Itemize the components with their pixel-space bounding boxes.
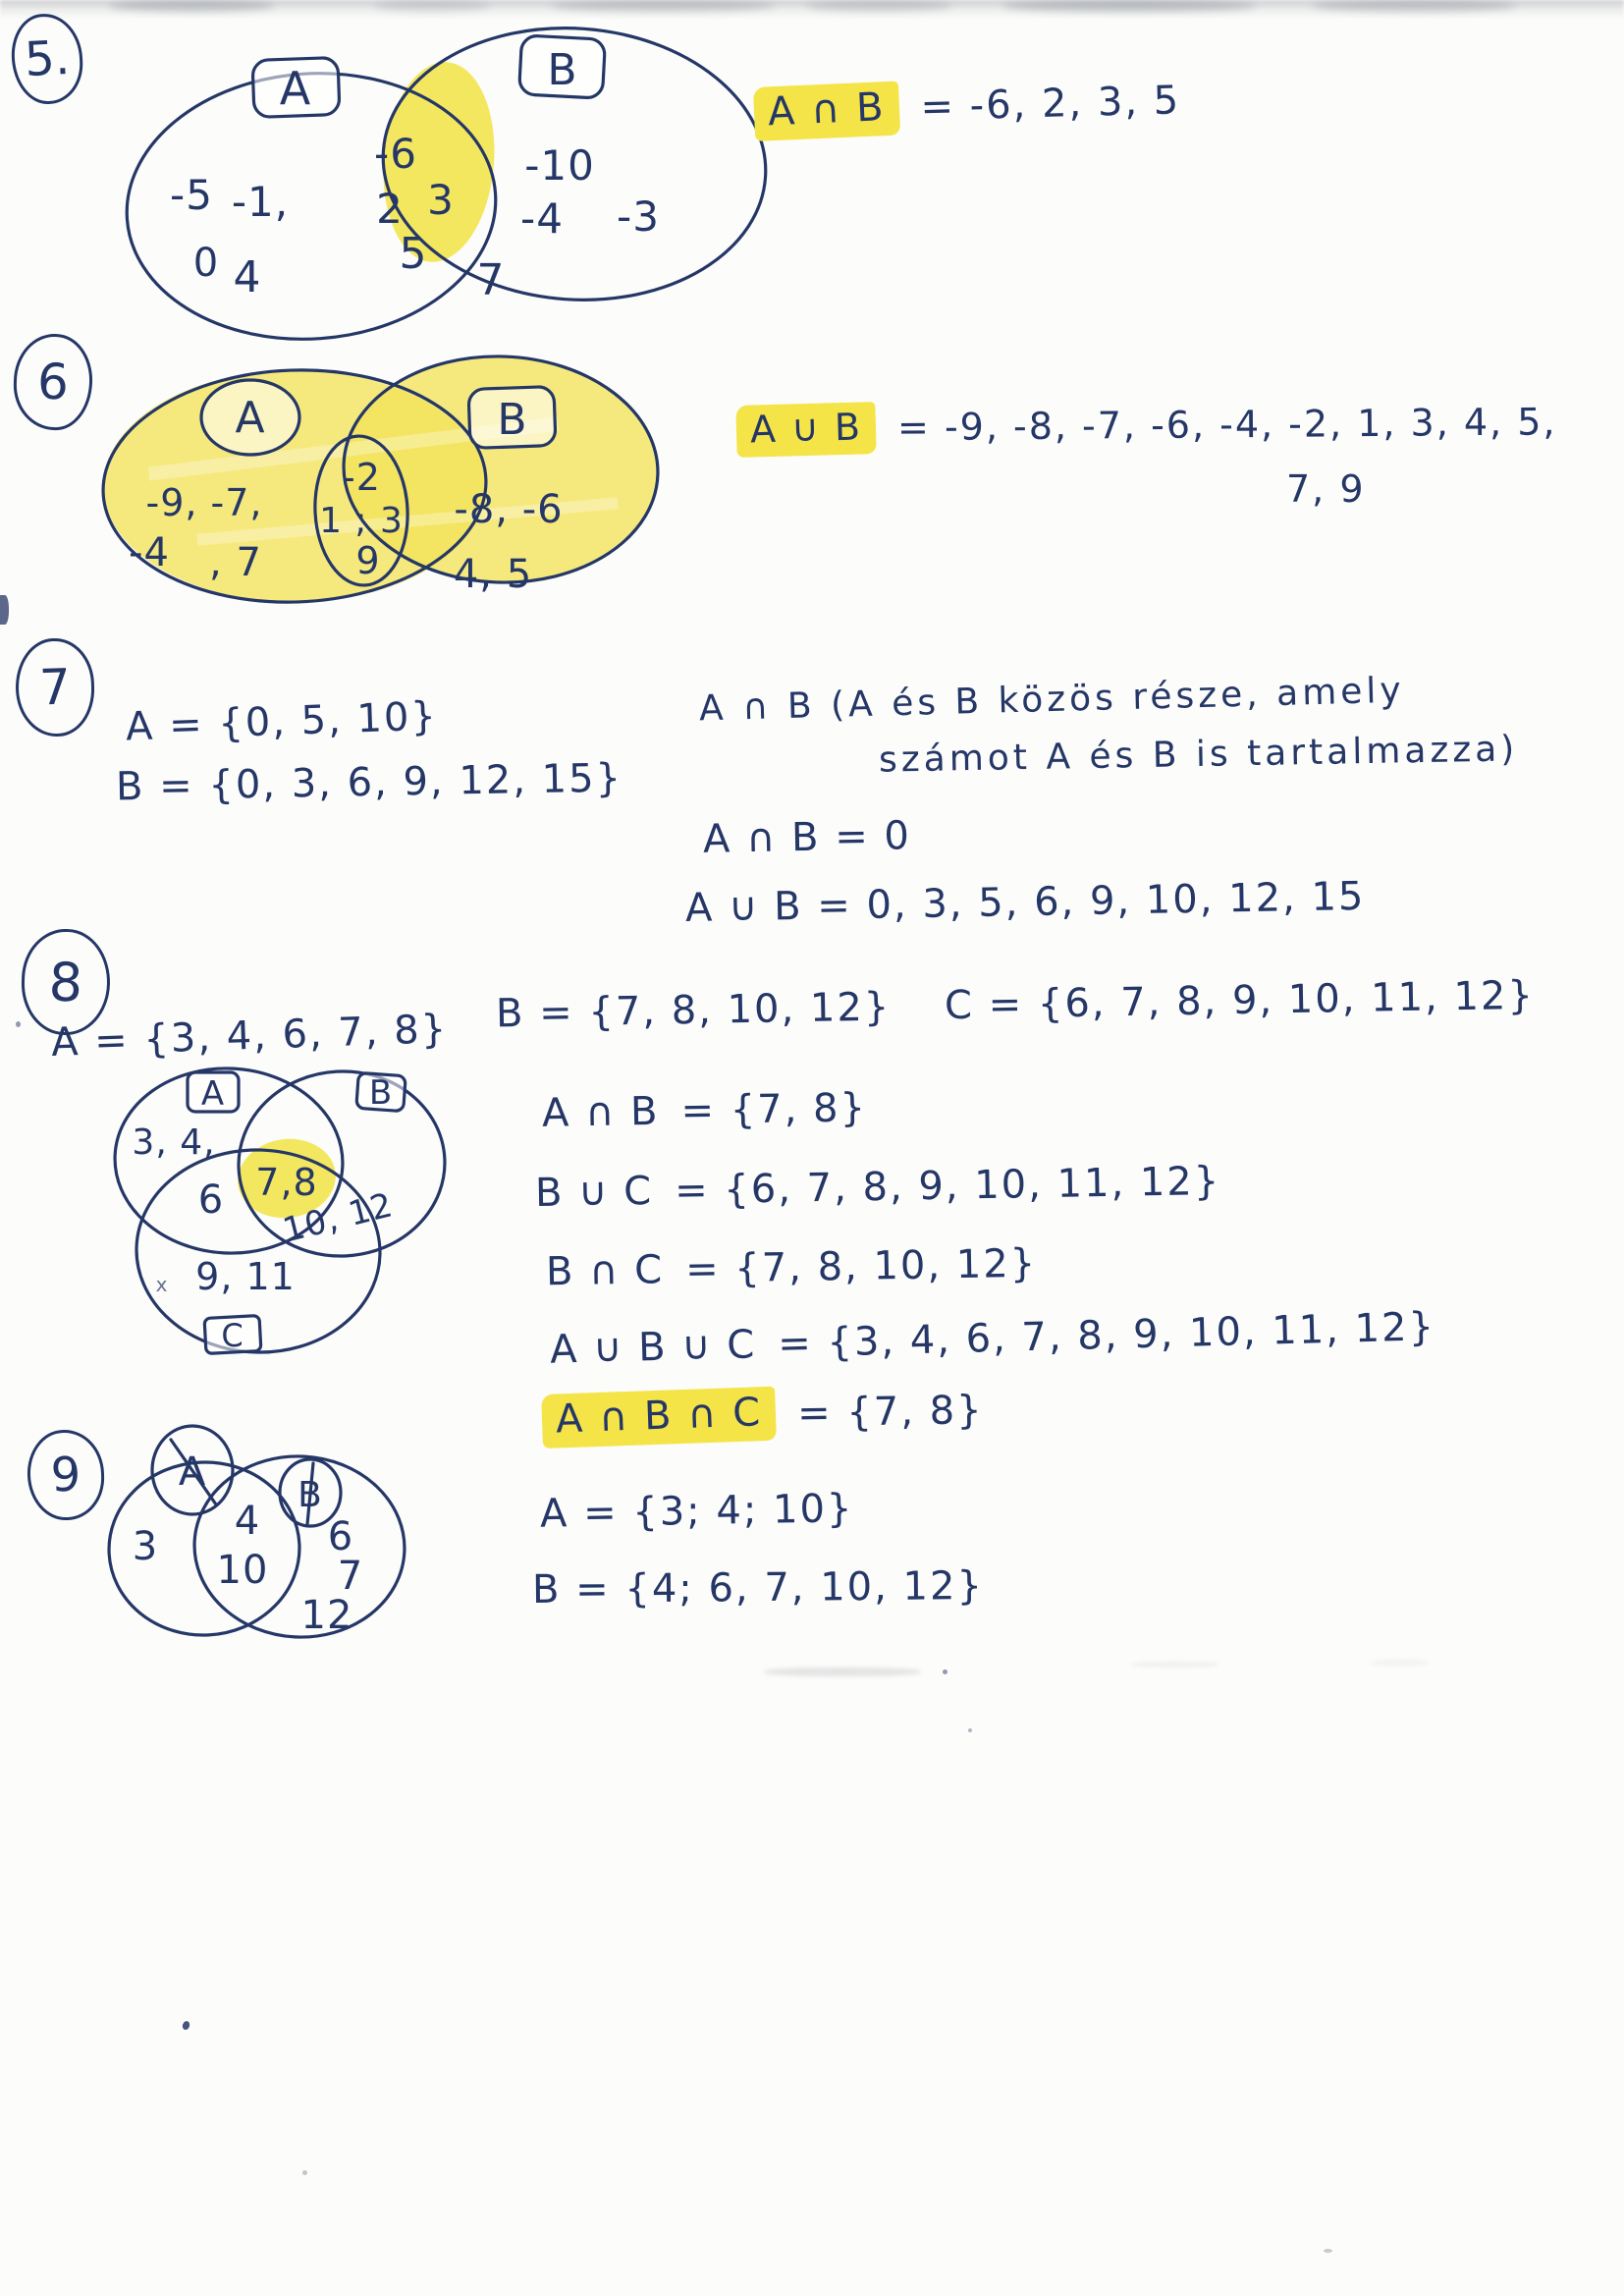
p9-label-b: B: [298, 1475, 323, 1515]
p8-eq2-rhs: = {6, 7, 8, 9, 10, 11, 12}: [674, 1158, 1221, 1214]
p5-b-value: -3: [617, 192, 660, 241]
p6-both-value: 9: [355, 539, 381, 582]
p6-equation-lhs: A ∪ B: [735, 402, 876, 458]
p8-a-and-c-value: 6: [197, 1177, 225, 1223]
p5-label-a: A: [279, 62, 312, 115]
p7-intersection-result: A ∩ B = 0: [702, 813, 912, 862]
p6-a-value: -9, -7,: [145, 481, 263, 524]
p9-venn-diagram: [98, 1414, 422, 1650]
problem-5-badge: [10, 12, 85, 106]
p9-b-value: 12: [300, 1593, 353, 1638]
p9-set-a: A = {3; 4; 10}: [539, 1486, 854, 1537]
p5-label-b: B: [547, 45, 578, 95]
p7-note-line2: számot A és B is tartalmazza): [878, 729, 1519, 781]
p8-venn-diagram: [93, 1056, 486, 1370]
p8-eq4-rhs: = {3, 4, 6, 7, 8, 9, 10, 11, 12}: [777, 1304, 1436, 1367]
p8-eq2-lhs: B ∪ C: [534, 1169, 654, 1217]
problem-5-number: 5.: [23, 29, 72, 88]
p8-label-b: B: [368, 1073, 394, 1113]
p6-label-a: A: [235, 393, 266, 443]
p8-set-a: A = {3, 4, 6, 7, 8}: [50, 1006, 449, 1066]
problem-9-number: 9: [49, 1447, 82, 1503]
p5-a-value: 0: [192, 241, 220, 286]
p6-b-value: 4, 5: [453, 552, 533, 597]
p7-set-b: B = {0, 3, 6, 9, 12, 15}: [115, 755, 623, 810]
p8-eq5: [542, 1385, 985, 1447]
p8-eq1: [542, 1085, 868, 1136]
stray-dot: [968, 1728, 972, 1732]
p9-b-value: 7: [337, 1554, 364, 1599]
p5-venn-diagram: [113, 20, 790, 344]
p7-note-line1: A ∩ B (A és B közös része, amely: [698, 670, 1406, 730]
stray-dot: [16, 1021, 21, 1027]
p8-eq3-lhs: B ∩ C: [545, 1247, 665, 1295]
p9-both-value: 10: [216, 1548, 269, 1593]
stray-dot: [302, 2170, 307, 2175]
p8-eq4: [550, 1304, 1436, 1373]
p8-eq2: [535, 1159, 1221, 1216]
problem-8-number: 8: [47, 950, 84, 1014]
p6-venn-diagram: [88, 354, 668, 609]
p6-equation-rhs: = -9, -8, -7, -6, -4, -2, 1, 3, 4, 5,: [896, 400, 1557, 450]
p6-equation: [736, 397, 1557, 456]
p8-eq3: [546, 1241, 1038, 1295]
pencil-smudge: [764, 1667, 921, 1676]
problem-7-number: 7: [38, 658, 72, 717]
problem-6-badge: [12, 333, 93, 432]
pencil-smudge: [1131, 1662, 1219, 1667]
p5-b-value: -10: [524, 141, 595, 190]
p5-both-value: -6: [374, 130, 417, 178]
p8-center-values: 7,8: [255, 1161, 318, 1204]
p8-set-c: C = {6, 7, 8, 9, 10, 11, 12}: [944, 972, 1536, 1029]
p6-a-value: , 7: [209, 540, 262, 585]
p5-equation-rhs: = -6, 2, 3, 5: [919, 78, 1181, 131]
p9-set-b: B = {4; 6, 7, 10, 12}: [531, 1562, 985, 1613]
p8-label-c: C: [221, 1317, 244, 1354]
scan-artifact-streak: [550, 0, 776, 12]
stray-ink-mark: [0, 595, 9, 625]
p9-label-a: A: [178, 1449, 207, 1495]
p8-label-a: A: [200, 1074, 226, 1114]
p7-set-a: A = {0, 5, 10}: [125, 693, 439, 750]
scan-artifact-streak: [1311, 0, 1517, 12]
p6-b-value: -8, -6: [454, 487, 564, 532]
p5-both-value: 3: [427, 176, 455, 224]
p7-union-result: A ∪ B = 0, 3, 5, 6, 9, 10, 12, 15: [684, 873, 1366, 932]
p6-a-value: -4: [129, 530, 170, 575]
p9-both-value: 4: [234, 1499, 261, 1544]
p5-equation-lhs: A ∩ B: [753, 82, 900, 141]
p6-label-b: B: [497, 395, 528, 445]
p8-c-only-values: 9, 11: [195, 1255, 296, 1298]
scan-artifact-streak: [805, 0, 952, 12]
p8-eq3-rhs: = {7, 8, 10, 12}: [684, 1240, 1038, 1292]
p6-both-value: -2: [342, 456, 381, 499]
p9-a-value: 3: [132, 1524, 159, 1569]
scan-artifact-streak: [373, 0, 491, 12]
pencil-smudge: [1370, 1660, 1429, 1666]
p8-eq5-lhs: A ∩ B ∩ C: [541, 1387, 777, 1449]
stray-dot: [1324, 2249, 1332, 2253]
p5-b-value: 7: [476, 255, 506, 305]
stray-dot: [943, 1669, 947, 1674]
problem-6-number: 6: [36, 353, 70, 411]
scan-artifact-streak: [108, 0, 275, 12]
p6-both-value: 1 ; 3: [319, 501, 404, 541]
p5-b-value: -4: [520, 194, 564, 243]
p8-a-only-values: 3, 4,: [132, 1122, 216, 1163]
p5-a-value: 4: [233, 252, 262, 302]
p5-a-value: -5: [170, 171, 213, 219]
problem-9-badge: [26, 1429, 105, 1522]
p8-eq5-rhs: = {7, 8}: [796, 1388, 984, 1437]
p5-a-value: -1,: [231, 178, 290, 226]
p8-eq1-lhs: A ∩ B: [541, 1088, 660, 1136]
p6-equation-rhs-line2: 7, 9: [1286, 467, 1366, 511]
ink-dot: [182, 2020, 191, 2031]
p5-both-value: 5: [399, 229, 428, 279]
p8-eq1-rhs: = {7, 8}: [680, 1085, 868, 1134]
p8-stray-mark: x: [155, 1273, 169, 1296]
problem-7-badge: [14, 637, 95, 738]
p8-eq4-lhs: A ∪ B ∪ C: [549, 1322, 757, 1373]
p8-b-and-c-values: 10, 12: [279, 1185, 398, 1251]
scan-artifact-streak: [1001, 0, 1257, 12]
p8-set-b: B = {7, 8, 10, 12}: [495, 984, 892, 1037]
p9-b-value: 6: [327, 1514, 354, 1559]
p5-equation: [753, 75, 1181, 139]
p5-both-value: 2: [376, 185, 404, 233]
